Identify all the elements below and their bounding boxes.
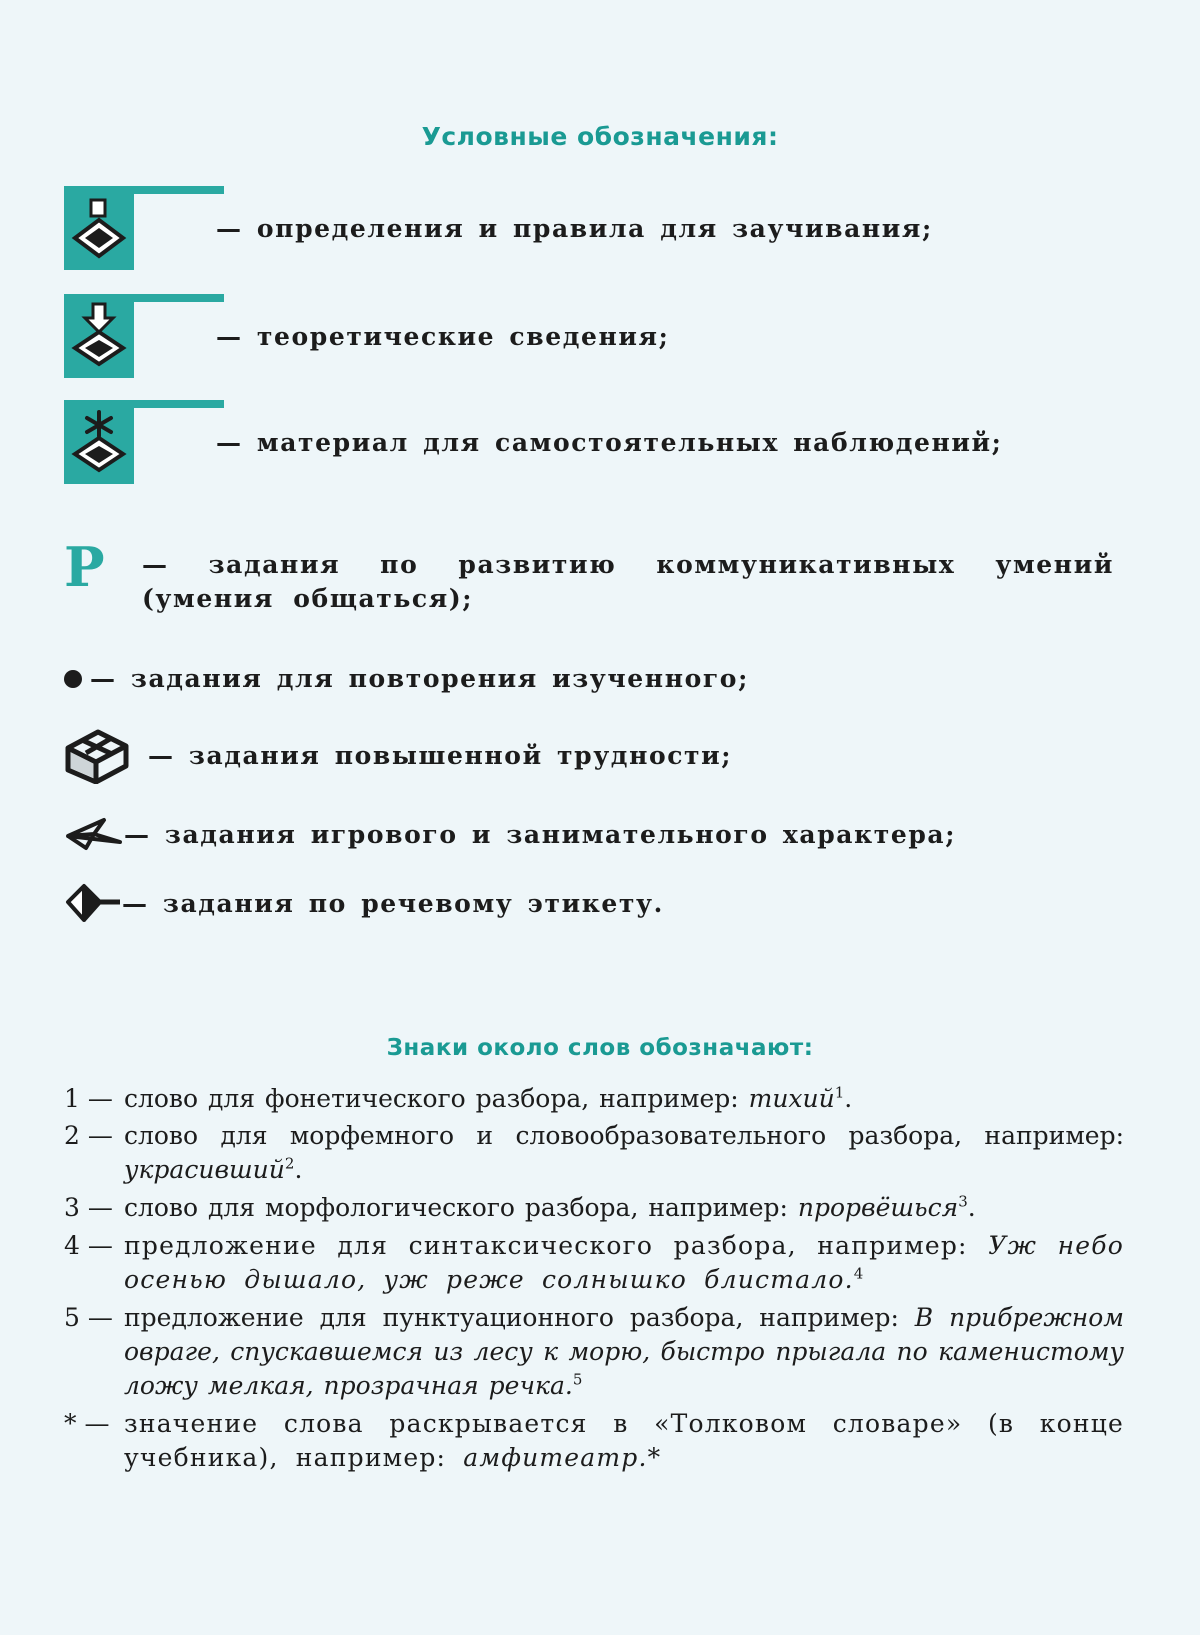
marks-heading: Знаки около слов обозначают: [386,1035,814,1061]
legend-row-memorize [64,186,933,270]
legend-theory-text: — теоретические сведения; [216,321,670,351]
mark-sup: 3 [958,1192,968,1211]
legend-etiquette-text: — задания по речевому этикету. [122,888,664,918]
mark-number: 2 — [64,1121,113,1150]
mark-example: прорвёшься [797,1193,959,1222]
mark-text: слово для морфемного и словообразовательного разбора, например: [124,1121,1124,1150]
mark-number: 5 — [64,1303,113,1332]
legend-difficult-text: — задания повышенной трудности; [148,740,733,770]
mark-item-4 [64,1229,1124,1297]
theory-icon [64,294,144,378]
mark-item-5 [64,1301,1124,1403]
review-bullet-icon [64,670,82,688]
mark-end: * [647,1443,662,1472]
etiquette-icon [64,880,122,926]
legend-row-observation [64,400,1002,484]
legend-memorize-text: — определения и правила для заучивания; [216,213,933,243]
mark-item-1 [64,1082,1124,1116]
mark-text: слово для фонетического разбора, например: [124,1084,749,1113]
mark-end: . [967,1193,976,1222]
mark-number: 1 — [64,1084,113,1113]
legend-review-text: — задания для повторения изученного; [90,664,749,693]
mark-sup: 2 [284,1154,295,1173]
mark-example: тихий [748,1084,835,1113]
mark-sup: 1 [834,1083,845,1102]
mark-text: предложение для синтаксического разбора, например: [124,1231,989,1260]
mark-sup: 4 [853,1264,865,1283]
legend-game-text: — задания игрового и занимательного характера; [124,819,957,849]
legend-heading: Условные обозначения: [421,122,779,151]
mark-item-6 [64,1407,1124,1475]
legend-communicative-text: — задания по развитию коммуникативных умений (умения общаться); [142,550,1114,613]
game-plane-icon [64,814,124,854]
mark-end: . [844,1084,853,1113]
legend-row-review [64,664,749,693]
legend-row-etiquette [64,880,664,926]
mark-sup: 5 [572,1370,583,1389]
legend-row-theory [64,294,669,378]
mark-example: амфитеатр. [463,1443,648,1472]
difficult-box-icon [64,726,130,784]
mark-item-2 [64,1119,1124,1187]
legend-row-difficult [64,726,732,784]
mark-number: * — [64,1409,110,1438]
memorize-icon [64,186,144,270]
mark-text: предложение для пунктуационного разбора, например: [124,1303,915,1332]
legend-row-game [64,814,956,854]
mark-number: 4 — [64,1231,113,1260]
marks-list [64,1082,1124,1479]
mark-text: слово для морфологического разбора, например: [124,1193,798,1222]
mark-example: Уж небо осенью дышало, уж реже солнышко блистало. [124,1231,1124,1294]
mark-example: В прибрежном овраге, спускавшемся из лесу к морю, быстро прыгала по каменистому ложу мелкая, прозрачная речка. [124,1303,1125,1400]
mark-item-3 [64,1191,1124,1225]
mark-number: 3 — [64,1193,113,1222]
mark-text: значение слова раскрывается в «Толковом словаре» (в конце учебника), например: [124,1409,1124,1472]
observation-icon [64,400,144,484]
legend-observation-text: — материал для самостоятельных наблюдений; [216,427,1003,457]
mark-example: украсивший [124,1155,285,1184]
p-letter-icon: Р [64,535,105,599]
mark-end: . [294,1155,303,1184]
